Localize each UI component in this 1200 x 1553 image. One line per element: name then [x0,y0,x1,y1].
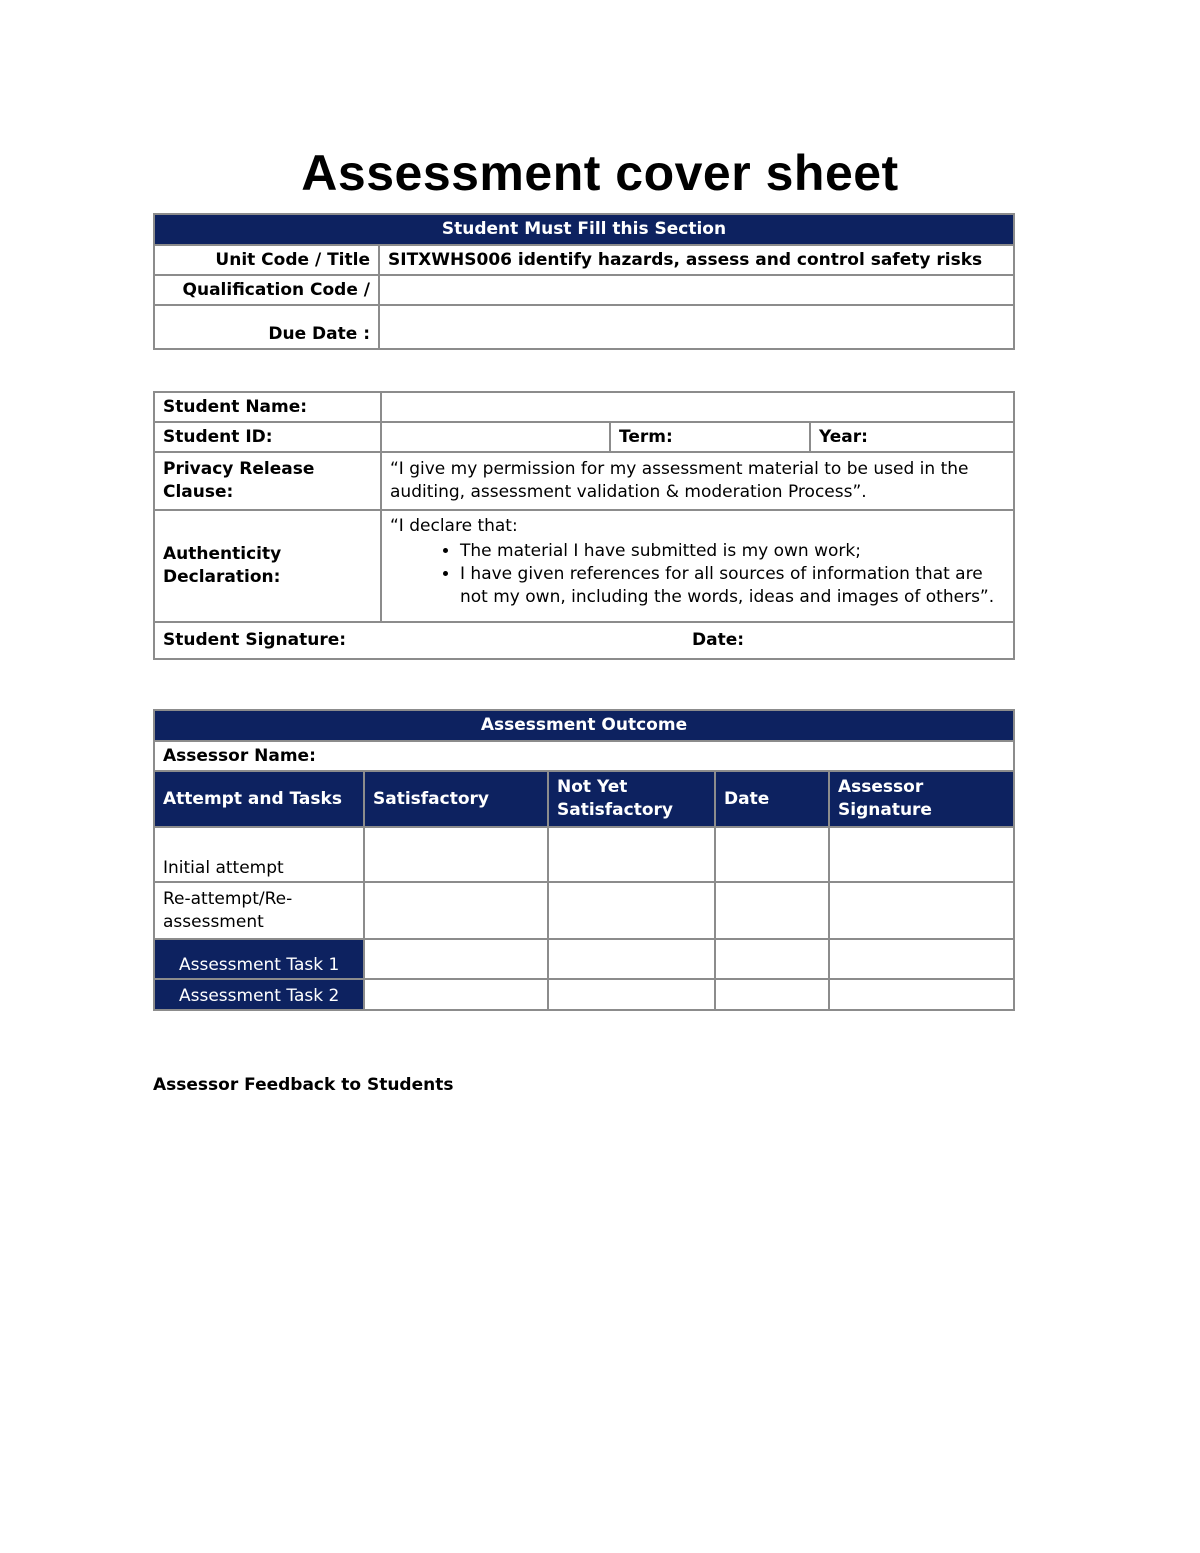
cell-not-yet-satisfactory[interactable] [548,939,715,979]
col-header-attempt: Attempt and Tasks [154,771,364,827]
student-signature-label: Student Signature: [163,630,347,651]
year-field[interactable]: Year: [810,422,1014,452]
row-assessment-task-1: Assessment Task 1 [154,939,364,979]
row-initial-attempt: Initial attempt [154,827,364,882]
authenticity-declaration [381,510,1014,622]
student-details-table [153,391,1015,660]
student-section-table [153,213,1015,350]
student-id-field[interactable] [381,422,610,452]
cell-not-yet-satisfactory[interactable] [548,979,715,1010]
unit-code-label: Unit Code / Title [154,245,379,275]
assessor-feedback-heading: Assessor Feedback to Students [153,1075,454,1095]
due-date-label: Due Date : [154,305,379,349]
cell-date[interactable] [715,827,829,882]
student-name-field[interactable] [381,392,1014,422]
assessor-name-field[interactable]: Assessor Name: [154,741,1014,771]
authenticity-intro: “I declare that: [390,516,518,536]
declaration-item: • The material I have submitted is my own work; [460,540,1005,563]
cell-assessor-signature[interactable] [829,827,1014,882]
cell-date[interactable] [715,882,829,939]
cell-satisfactory[interactable] [364,979,548,1010]
student-signature-row[interactable] [154,622,1014,659]
cell-date[interactable] [715,939,829,979]
assessment-outcome-header: Assessment Outcome [154,710,1014,741]
student-name-label: Student Name: [154,392,381,422]
cell-satisfactory[interactable] [364,827,548,882]
cell-assessor-signature[interactable] [829,979,1014,1010]
cell-satisfactory[interactable] [364,882,548,939]
authenticity-label: Authenticity Declaration: [154,510,381,622]
due-date-field[interactable] [379,305,1014,349]
page-title: Assessment cover sheet [301,145,899,201]
row-assessment-task-2: Assessment Task 2 [154,979,364,1010]
signature-date-label: Date: [692,630,745,651]
row-re-attempt: Re-attempt/Re-assessment [154,882,364,939]
unit-code-value[interactable]: SITXWHS006 identify hazards, assess and control safety risks [379,245,1014,275]
col-header-assessor-signature: Assessor Signature [829,771,1014,827]
student-section-header: Student Must Fill this Section [154,214,1014,245]
student-id-label: Student ID: [154,422,381,452]
qualification-code-label: Qualification Code / [154,275,379,305]
cell-assessor-signature[interactable] [829,939,1014,979]
col-header-date: Date [715,771,829,827]
cell-assessor-signature[interactable] [829,882,1014,939]
privacy-clause-label: Privacy Release Clause: [154,452,381,510]
assessment-outcome-table [153,709,1015,1011]
col-header-satisfactory: Satisfactory [364,771,548,827]
cell-date[interactable] [715,979,829,1010]
qualification-code-field[interactable] [379,275,1014,305]
cell-not-yet-satisfactory[interactable] [548,827,715,882]
cell-not-yet-satisfactory[interactable] [548,882,715,939]
declaration-item: • I have given references for all sources of information that are not my own, including the words, ideas and images of others”. [460,563,1005,609]
declaration-list [390,540,1005,609]
col-header-not-yet-satisfactory: Not Yet Satisfactory [548,771,715,827]
privacy-clause-text: “I give my permission for my assessment material to be used in the auditing, assessment validation & moderation Process”. [381,452,1014,510]
cell-satisfactory[interactable] [364,939,548,979]
term-field[interactable]: Term: [610,422,810,452]
